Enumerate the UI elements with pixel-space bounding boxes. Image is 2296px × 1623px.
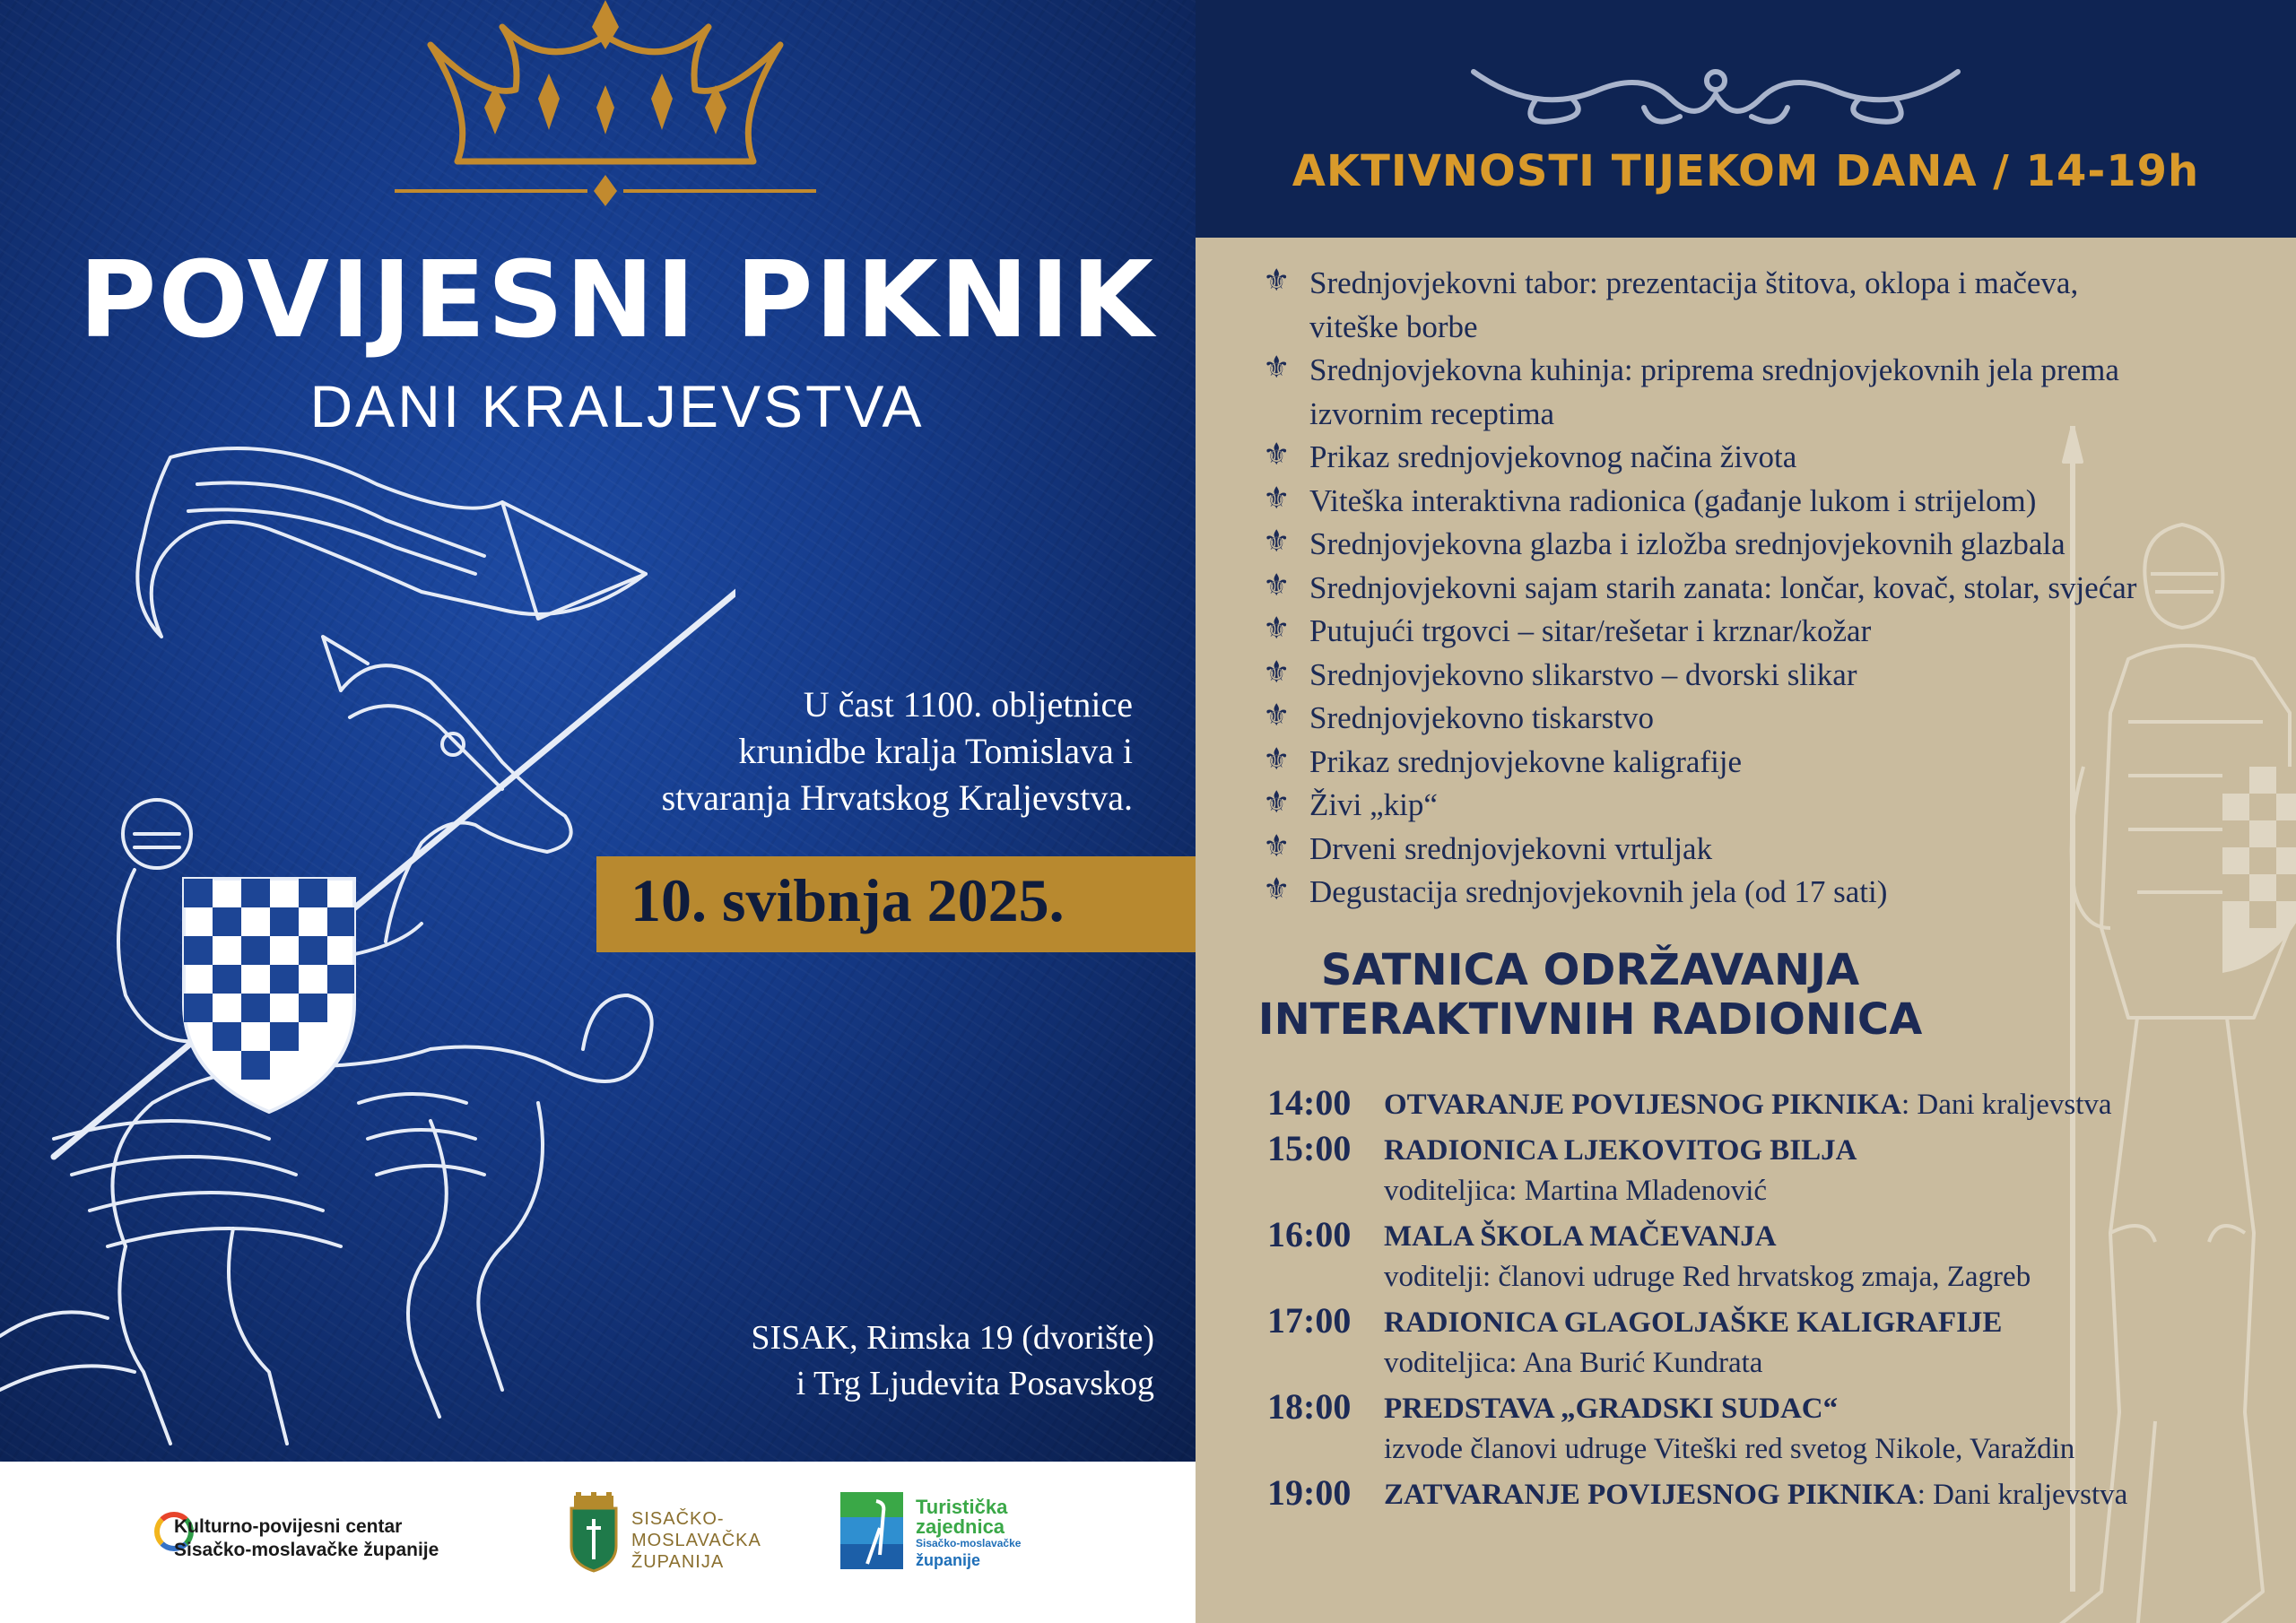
honor-line: krunidbe kralja Tomislava i [738,731,1133,771]
poster-subtitle: DANI KRALJEVSTVA [309,373,925,439]
county-shield-icon [567,1492,621,1573]
fleur-de-lis-icon: ⚜ [1263,352,1291,385]
schedule-row: 15:00 RADIONICA LJEKOVITOG BILJA voditeljica: Martina Mladenović [1267,1128,1857,1207]
fleur-de-lis-icon: ⚜ [1263,742,1291,777]
fleur-de-lis-icon: ⚜ [1263,482,1291,516]
honor-text [559,681,1133,821]
fleur-de-lis-icon: ⚜ [1263,568,1291,603]
location-line: i Trg Ljudevita Posavskog [796,1365,1154,1402]
list-item: ⚜ Putujući trgovci – sitar/rešetar i krznar/kožar [1263,612,1872,648]
activities-title: AKTIVNOSTI TIJEKOM DANA / 14-19h [1292,146,2200,196]
fleur-de-lis-icon: ⚜ [1263,525,1291,559]
tz-name-line: zajednica [916,1515,1005,1538]
sponsor-footer [0,1462,1196,1623]
schedule-row: 17:00 RADIONICA GLAGOLJAŠKE KALIGRAFIJE voditeljica: Ana Burić Kundrata [1267,1300,2003,1379]
honor-line: stvaranja Hrvatskog Kraljevstva. [661,777,1133,818]
poster-title: POVIJESNI PIKNIK [78,238,1155,361]
list-item: ⚜ Srednjovjekovno slikarstvo – dvorski slikar [1263,655,1857,692]
schedule-row: 18:00 PREDSTAVA „GRADSKI SUDAC“ izvode članovi udruge Viteški red svetog Nikole, Varaždin [1267,1386,2075,1465]
poster-left-panel [0,0,1196,1462]
event-date: 10. svibnja 2025. [631,866,1065,934]
list-item: ⚜ Srednjovjekovna glazba i izložba srednjovjekovnih glazbala [1263,525,2066,561]
schedule-row: 19:00 ZATVARANJE POVIJESNOG PIKNIKA: Dani kraljevstva [1267,1472,2128,1513]
kpc-name-line: Sisačko-moslavačke županije [174,1540,439,1560]
fleur-de-lis-icon: ⚜ [1263,699,1291,733]
list-item: ⚜ Srednjovjekovno tiskarstvo [1263,699,1654,735]
event-location [616,1315,1154,1407]
smz-name-line: SISAČKO- [631,1509,725,1529]
fleur-de-lis-icon: ⚜ [1263,655,1291,690]
schedule-title [1196,946,1985,1045]
event-date-bar [596,856,1196,952]
fleur-de-lis-icon: ⚜ [1263,265,1291,298]
kpc-name-line: Kulturno-povijesni centar [174,1516,403,1537]
schedule-row: 14:00 OTVARANJE POVIJESNOG PIKNIKA: Dani kraljevstva [1267,1082,2112,1123]
fleur-de-lis-icon: ⚜ [1263,786,1291,820]
smz-name-line: MOSLAVAČKA [631,1531,761,1550]
fleur-de-lis-icon: ⚜ [1263,612,1291,646]
kpc-logo [154,1505,495,1567]
list-item: ⚜ Viteška interaktivna radionica (gađanje lukom i strijelom) [1263,482,2037,518]
activities-list [1263,262,2267,915]
stork-icon [840,1492,903,1569]
fleur-de-lis-icon: ⚜ [1263,438,1291,472]
tz-region-line: Sisačko-moslavačke [916,1537,1022,1549]
schedule-time: 16:00 [1267,1214,1352,1254]
list-item: ⚜ Srednjovjekovni tabor: prezentacija štitova, oklopa i mačeva, viteške borbe [1263,265,2079,344]
honor-line: U čast 1100. obljetnice [803,684,1133,725]
schedule-time: 18:00 [1267,1386,1352,1427]
list-item: ⚜ Prikaz srednjovjekovnog načina života [1263,438,1797,474]
tz-name-line: Turistička [916,1496,1008,1518]
schedule-title-line: SATNICA ODRŽAVANJA [1320,945,1860,995]
list-item: ⚜ Prikaz srednjovjekovne kaligrafije [1263,742,1743,779]
schedule-title-line: INTERAKTIVNIH RADIONICA [1257,994,1923,1045]
smz-logo [567,1483,800,1582]
list-item: ⚜ Srednjovjekovna kuhinja: priprema srednjovjekovnih jela prema izvornim receptima [1263,352,2119,431]
tz-logo [840,1492,1056,1582]
location-line: SISAK, Rimska 19 (dvorište) [751,1319,1154,1357]
schedule-time: 19:00 [1267,1472,1352,1513]
list-item: ⚜ Srednjovjekovni sajam starih zanata: lončar, kovač, stolar, svjećar [1263,568,2137,605]
schedule-time: 15:00 [1267,1128,1352,1168]
schedule-list [1267,1082,2281,1521]
list-item: ⚜ Živi „kip“ [1263,786,1438,822]
schedule-time: 17:00 [1267,1300,1352,1341]
fleur-de-lis-icon: ⚜ [1263,873,1291,907]
fleur-de-lis-icon: ⚜ [1263,829,1291,864]
list-item: ⚜ Degustacija srednjovjekovnih jela (od 17 sati) [1263,873,1888,909]
activities-header [1196,0,2296,238]
crown-icon [395,0,816,206]
schedule-time: 14:00 [1267,1082,1352,1123]
schedule-row: 16:00 MALA ŠKOLA MAČEVANJA voditelji: članovi udruge Red hrvatskog zmaja, Zagreb [1267,1214,2031,1293]
smz-name-line: ŽUPANIJA [631,1552,725,1572]
activities-panel [1196,238,2296,1623]
tz-region-line: županije [916,1551,981,1569]
ornament-icon [1465,54,1967,135]
list-item: ⚜ Drveni srednjovjekovni vrtuljak [1263,829,1713,866]
